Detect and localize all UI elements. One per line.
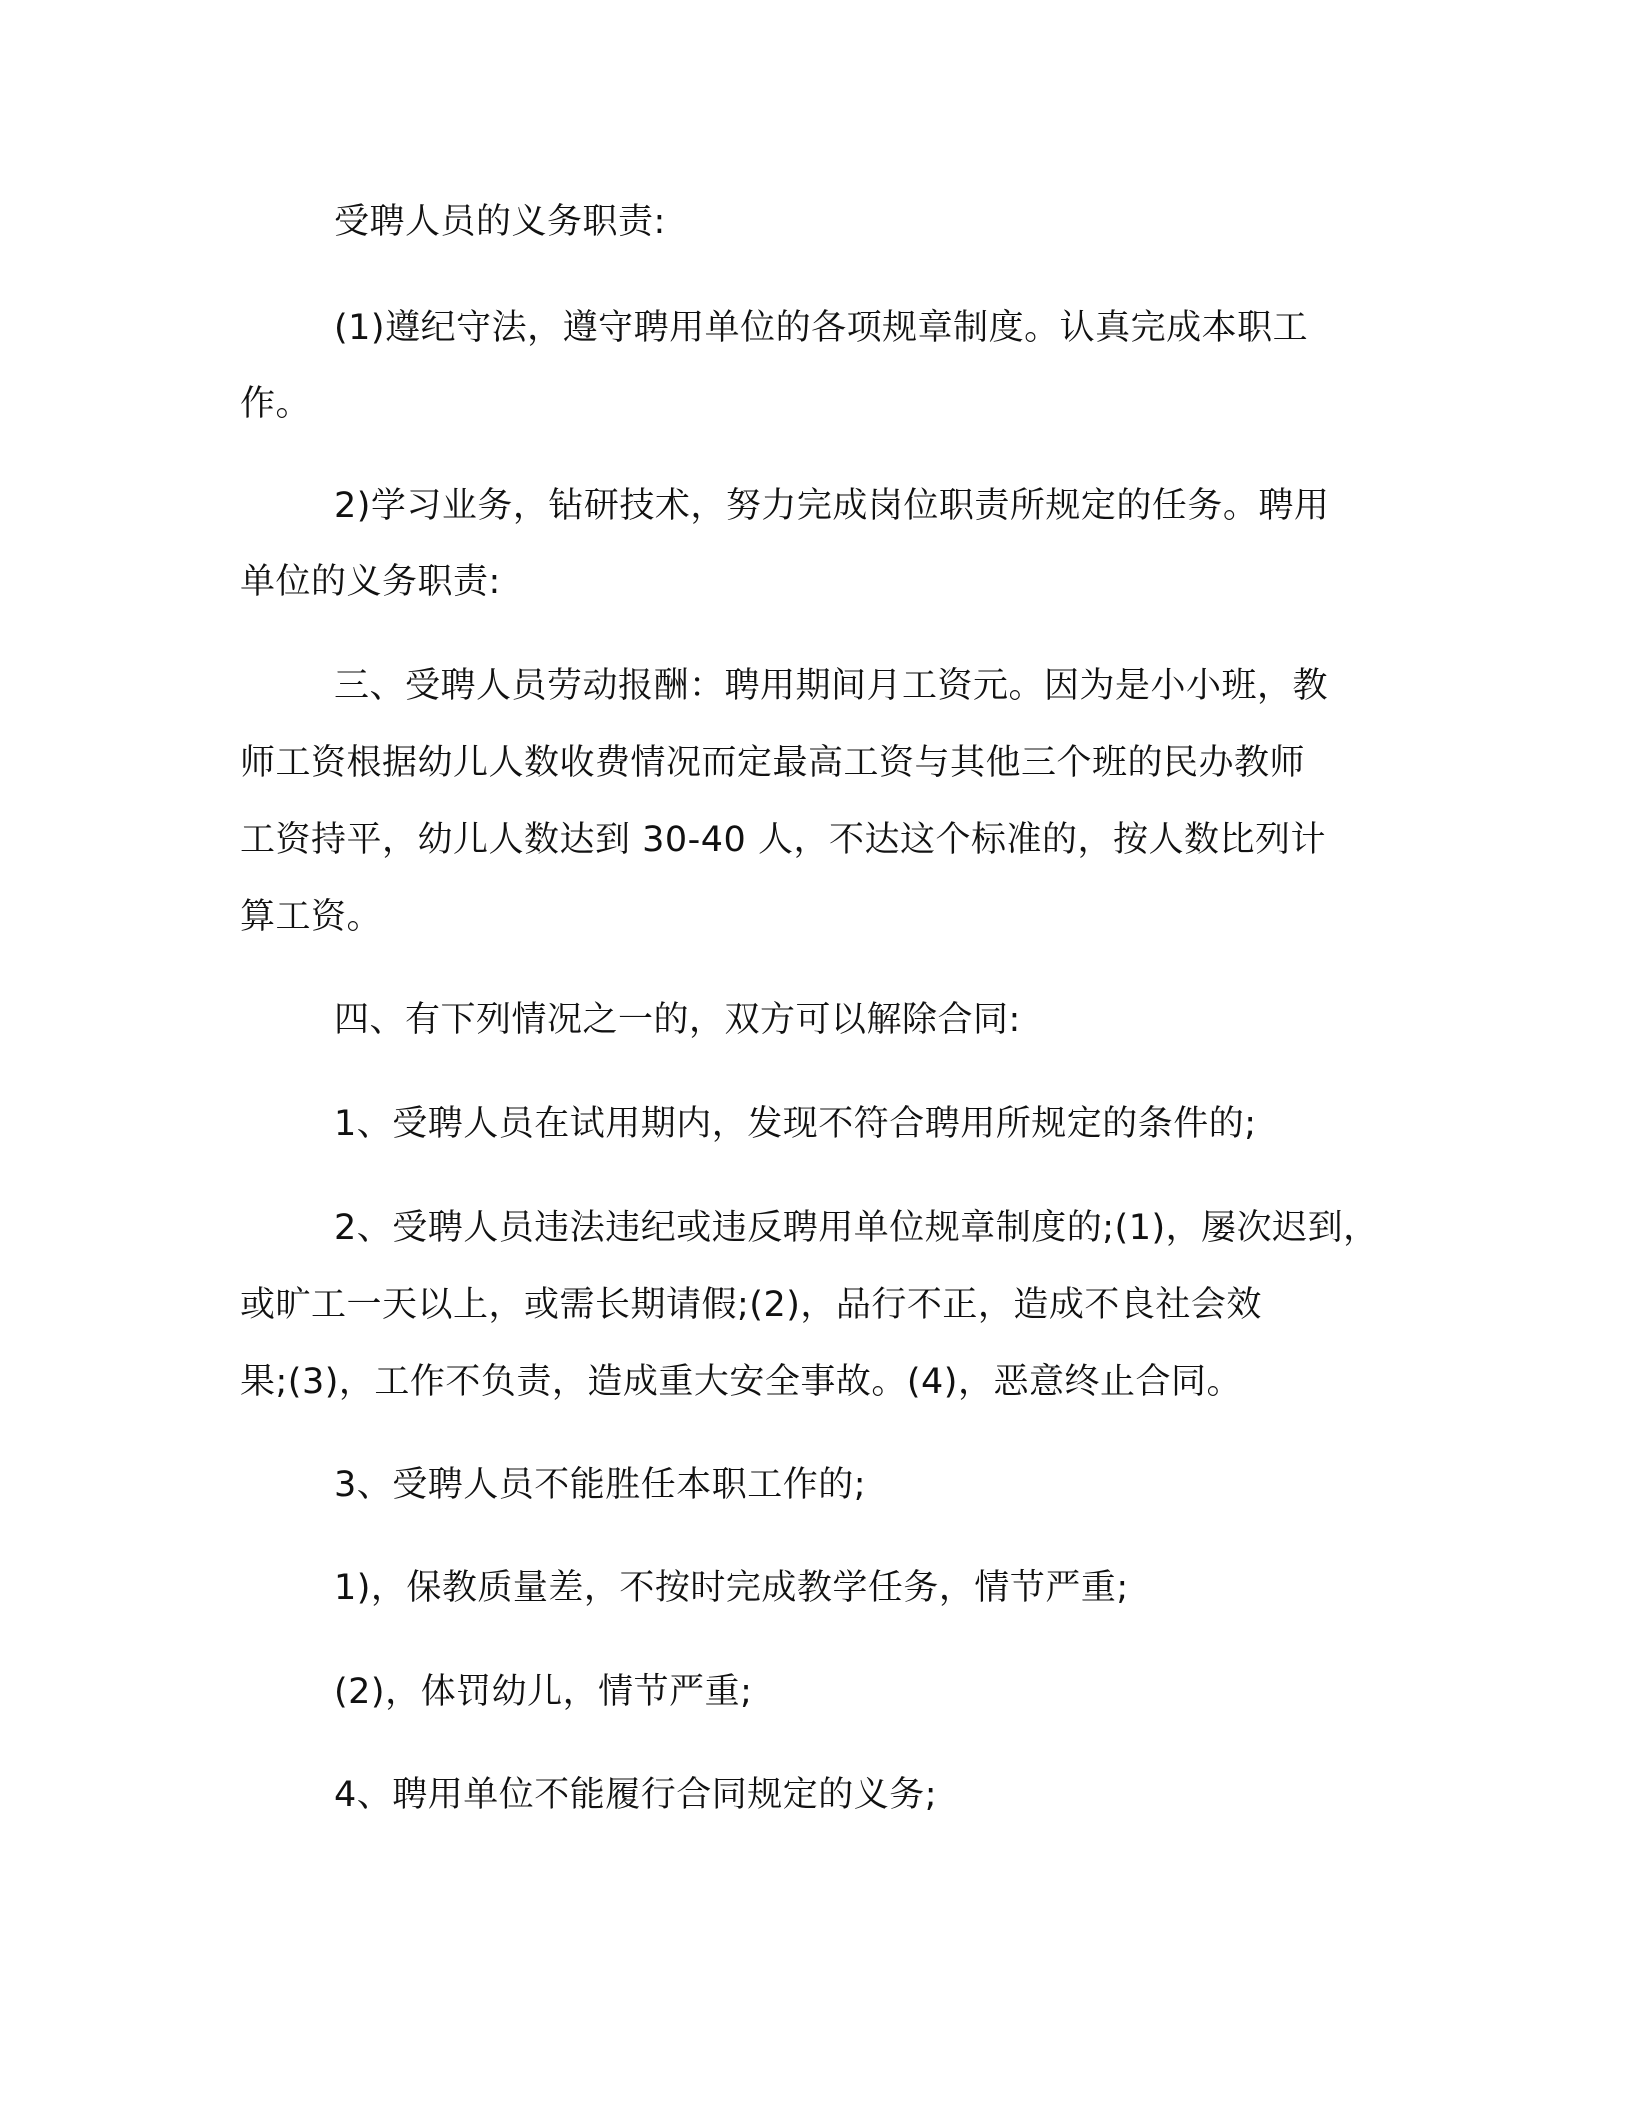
list-item: 3、受聘人员不能胜任本职工作的; [334,1465,867,1505]
paragraph-line: 或旷工一天以上，或需长期请假;(2)，品行不正，造成不良社会效 [240,1285,1262,1325]
paragraph-line: 算工资。 [240,897,383,937]
paragraph-line: 师工资根据幼儿人数收费情况而定最高工资与其他三个班的民办教师 [240,743,1306,783]
list-item: 1、受聘人员在试用期内，发现不符合聘用所规定的条件的; [334,1104,1257,1144]
list-item: 2、受聘人员违法违纪或违反聘用单位规章制度的;(1)，屡次迟到， [334,1208,1379,1248]
paragraph-line: 单位的义务职责: [240,562,501,602]
section-heading-employee-duties: 受聘人员的义务职责: [334,202,666,242]
list-item: 4、聘用单位不能履行合同规定的义务; [334,1775,938,1815]
list-item: 1)，保教质量差，不按时完成教学任务，情节严重; [334,1568,1129,1608]
section-heading-termination: 四、有下列情况之一的，双方可以解除合同: [334,1000,1021,1040]
paragraph-line: 作。 [240,384,312,424]
paragraph-line: (1)遵纪守法，遵守聘用单位的各项规章制度。认真完成本职工 [334,308,1309,348]
paragraph-line: 果;(3)，工作不负责，造成重大安全事故。(4)，恶意终止合同。 [240,1362,1242,1402]
paragraph-line: 工资持平，幼儿人数达到 30-40 人，不达这个标准的，按人数比列计 [240,820,1326,860]
list-item: (2)，体罚幼儿，情节严重; [334,1672,753,1712]
paragraph-line: 2)学习业务，钻研技术，努力完成岗位职责所规定的任务。聘用 [334,486,1330,526]
section-heading-remuneration: 三、受聘人员劳动报酬：聘用期间月工资元。因为是小小班，教 [334,666,1329,706]
